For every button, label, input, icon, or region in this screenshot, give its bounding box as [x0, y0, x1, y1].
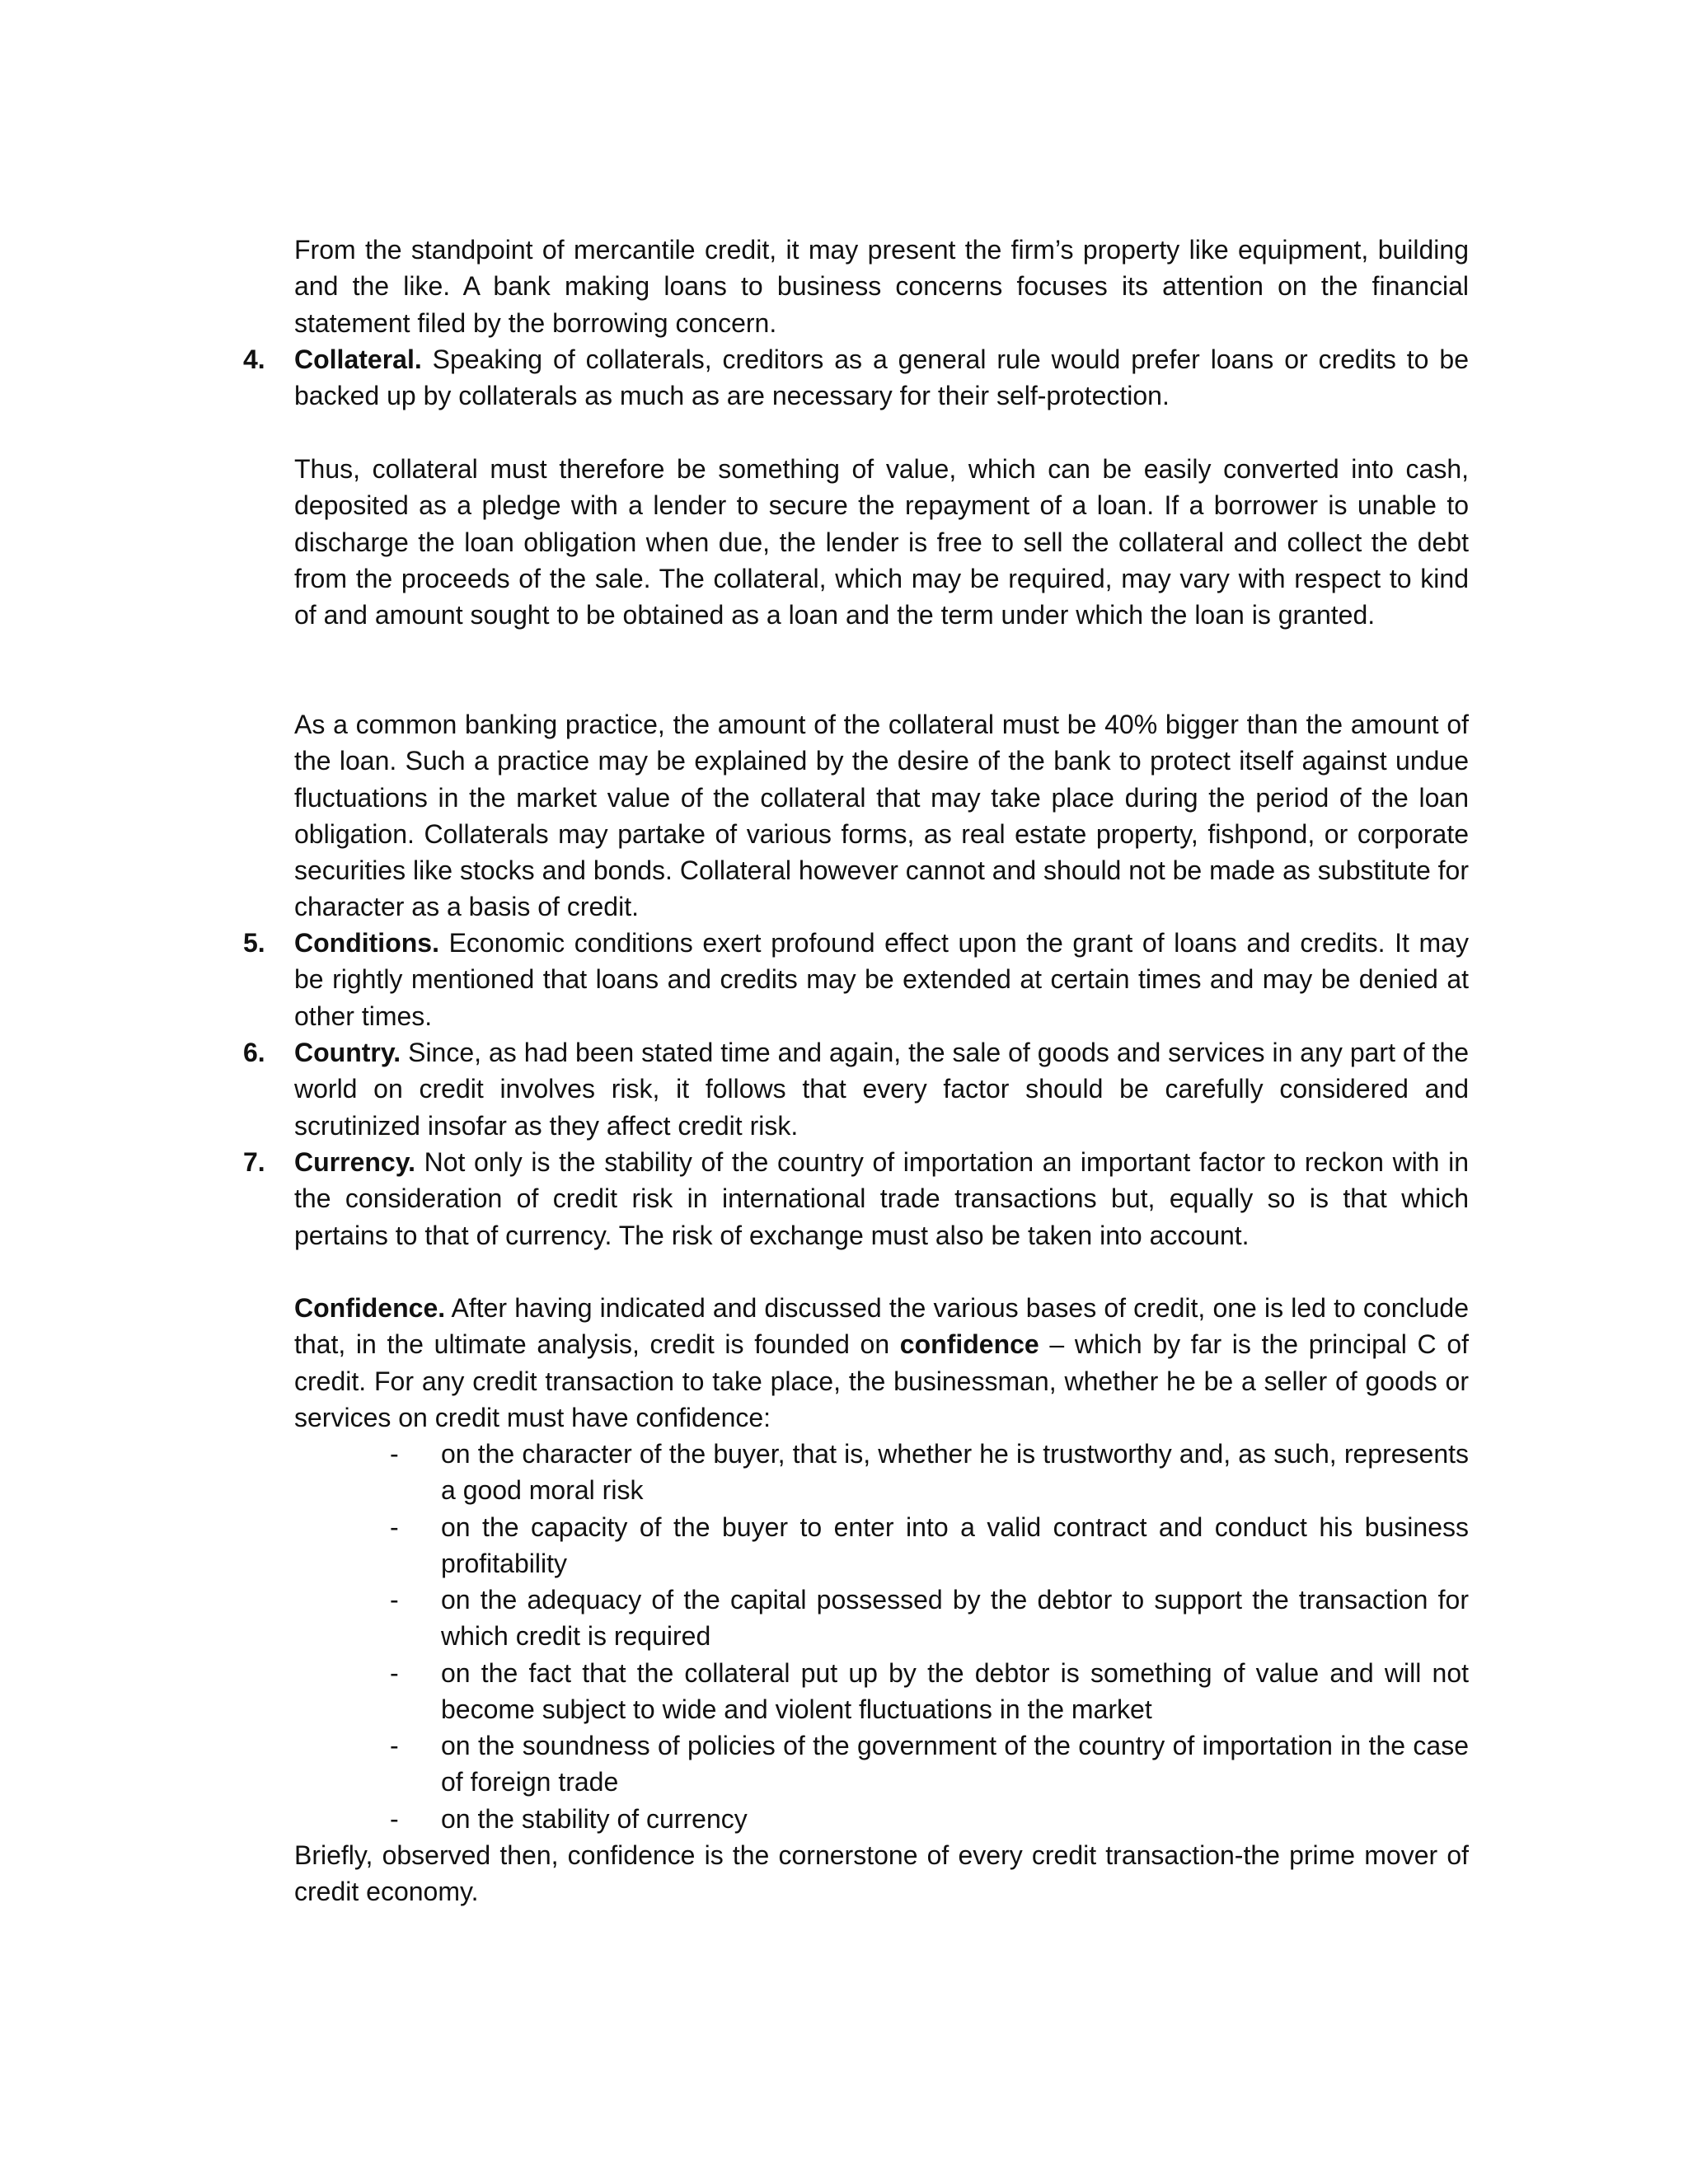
list-item-collateral [243, 341, 1469, 415]
bullet-text: on the character of the buyer, that is, whether he is trustworthy and, as such, represents a good moral risk [441, 1439, 1469, 1506]
bullet-text: on the stability of currency [441, 1804, 748, 1834]
closing-paragraph: Briefly, observed then, confidence is the cornerstone of every credit transaction-the prime mover of credit economy. [294, 1840, 1469, 1907]
bullet-item [390, 1582, 1469, 1655]
bullet-item [390, 1509, 1469, 1582]
item-heading: Conditions. [294, 928, 439, 958]
confidence-heading: Confidence. [294, 1293, 446, 1323]
bullet-text: on the adequacy of the capital possessed by the debtor to support the transaction for which credit is required [441, 1585, 1469, 1652]
item-heading: Currency. [294, 1147, 416, 1177]
list-item-country [243, 1034, 1469, 1144]
bullet-text: on the capacity of the buyer to enter into a valid contract and conduct his business profitability [441, 1512, 1469, 1579]
item-text: Not only is the stability of the country of importation an important factor to reckon with in the consideration of credit risk in international trade transactions but, equally so is that which pertains to that of currency. The risk of exchange must also be taken into account. [294, 1147, 1469, 1250]
item-text: Speaking of collaterals, creditors as a general rule would prefer loans or credits to be backed up by collaterals as much as are necessary for their self-protection. [294, 344, 1469, 411]
item-heading: Collateral. [294, 344, 422, 374]
list-number: 4. [243, 344, 265, 374]
list-number: 5. [243, 928, 265, 958]
bullet-text: on the soundness of policies of the government of the country of importation in the case of foreign trade [441, 1731, 1469, 1797]
item-heading: Country. [294, 1038, 401, 1067]
bullet-dash: - [390, 1731, 399, 1760]
list-number: 7. [243, 1147, 265, 1177]
bullet-dash: - [390, 1439, 399, 1469]
list-item-currency [243, 1144, 1469, 1254]
bullet-dash: - [390, 1585, 399, 1615]
bullet-dash: - [390, 1804, 399, 1834]
item-text: Since, as had been stated time and again, the sale of goods and services in any part of the world on credit involves risk, it follows that every factor should be carefully considered and scrutinized insofar as they affect credit risk. [294, 1038, 1469, 1141]
confidence-paragraph [294, 1290, 1469, 1436]
intro-paragraph: From the standpoint of mercantile credit, it may present the firm’s property like equipment, building and the like. A bank making loans to business concerns focuses its attention on the financial statement filed by the borrowing concern. [294, 235, 1469, 338]
confidence-text-after: – which by far is the principal C of credit. For any credit transaction to take place, the businessman, whether he be a seller of goods or services on credit must have confidence: [294, 1329, 1469, 1432]
bullet-text: on the fact that the collateral put up by the debtor is something of value and will not become subject to wide and violent fluctuations in the market [441, 1658, 1469, 1725]
bullet-dash: - [390, 1512, 399, 1542]
bullet-item [390, 1436, 1469, 1509]
item-text: Economic conditions exert profound effect upon the grant of loans and credits. It may be rightly mentioned that loans and credits may be extended at certain times and may be denied at other times. [294, 928, 1469, 1031]
collateral-paragraph-2: As a common banking practice, the amount of the collateral must be 40% bigger than the amount of the loan. Such a practice may be explained by the desire of the bank to protect itself against undue fluctuations in the market value of the collateral that may take place during the period of the loan obligation. Collaterals may partake of various forms, as real estate property, fishpond, or corporate securities like stocks and bonds. Collateral however cannot and should not be made as substitute for character as a basis of credit. [294, 710, 1469, 922]
bullet-item [390, 1727, 1469, 1801]
list-item-conditions [243, 925, 1469, 1034]
list-number: 6. [243, 1038, 265, 1067]
confidence-emphasis: confidence [899, 1329, 1039, 1360]
bullet-item [390, 1655, 1469, 1728]
bullet-dash: - [390, 1658, 399, 1688]
confidence-text-before: After having indicated and discussed the various bases of credit, one is led to conclude that, in the ultimate analysis, credit is founded on [294, 1293, 1469, 1360]
collateral-paragraph-1: Thus, collateral must therefore be something of value, which can be easily converted into cash, deposited as a pledge with a lender to secure the repayment of a loan. If a borrower is unable to discharge the loan obligation when due, the lender is free to sell the collateral and collect the debt from the proceeds of the sale. The collateral, which may be required, may vary with respect to kind of and amount sought to be obtained as a loan and the term under which the loan is granted. [294, 454, 1469, 630]
bullet-item [390, 1801, 1469, 1837]
